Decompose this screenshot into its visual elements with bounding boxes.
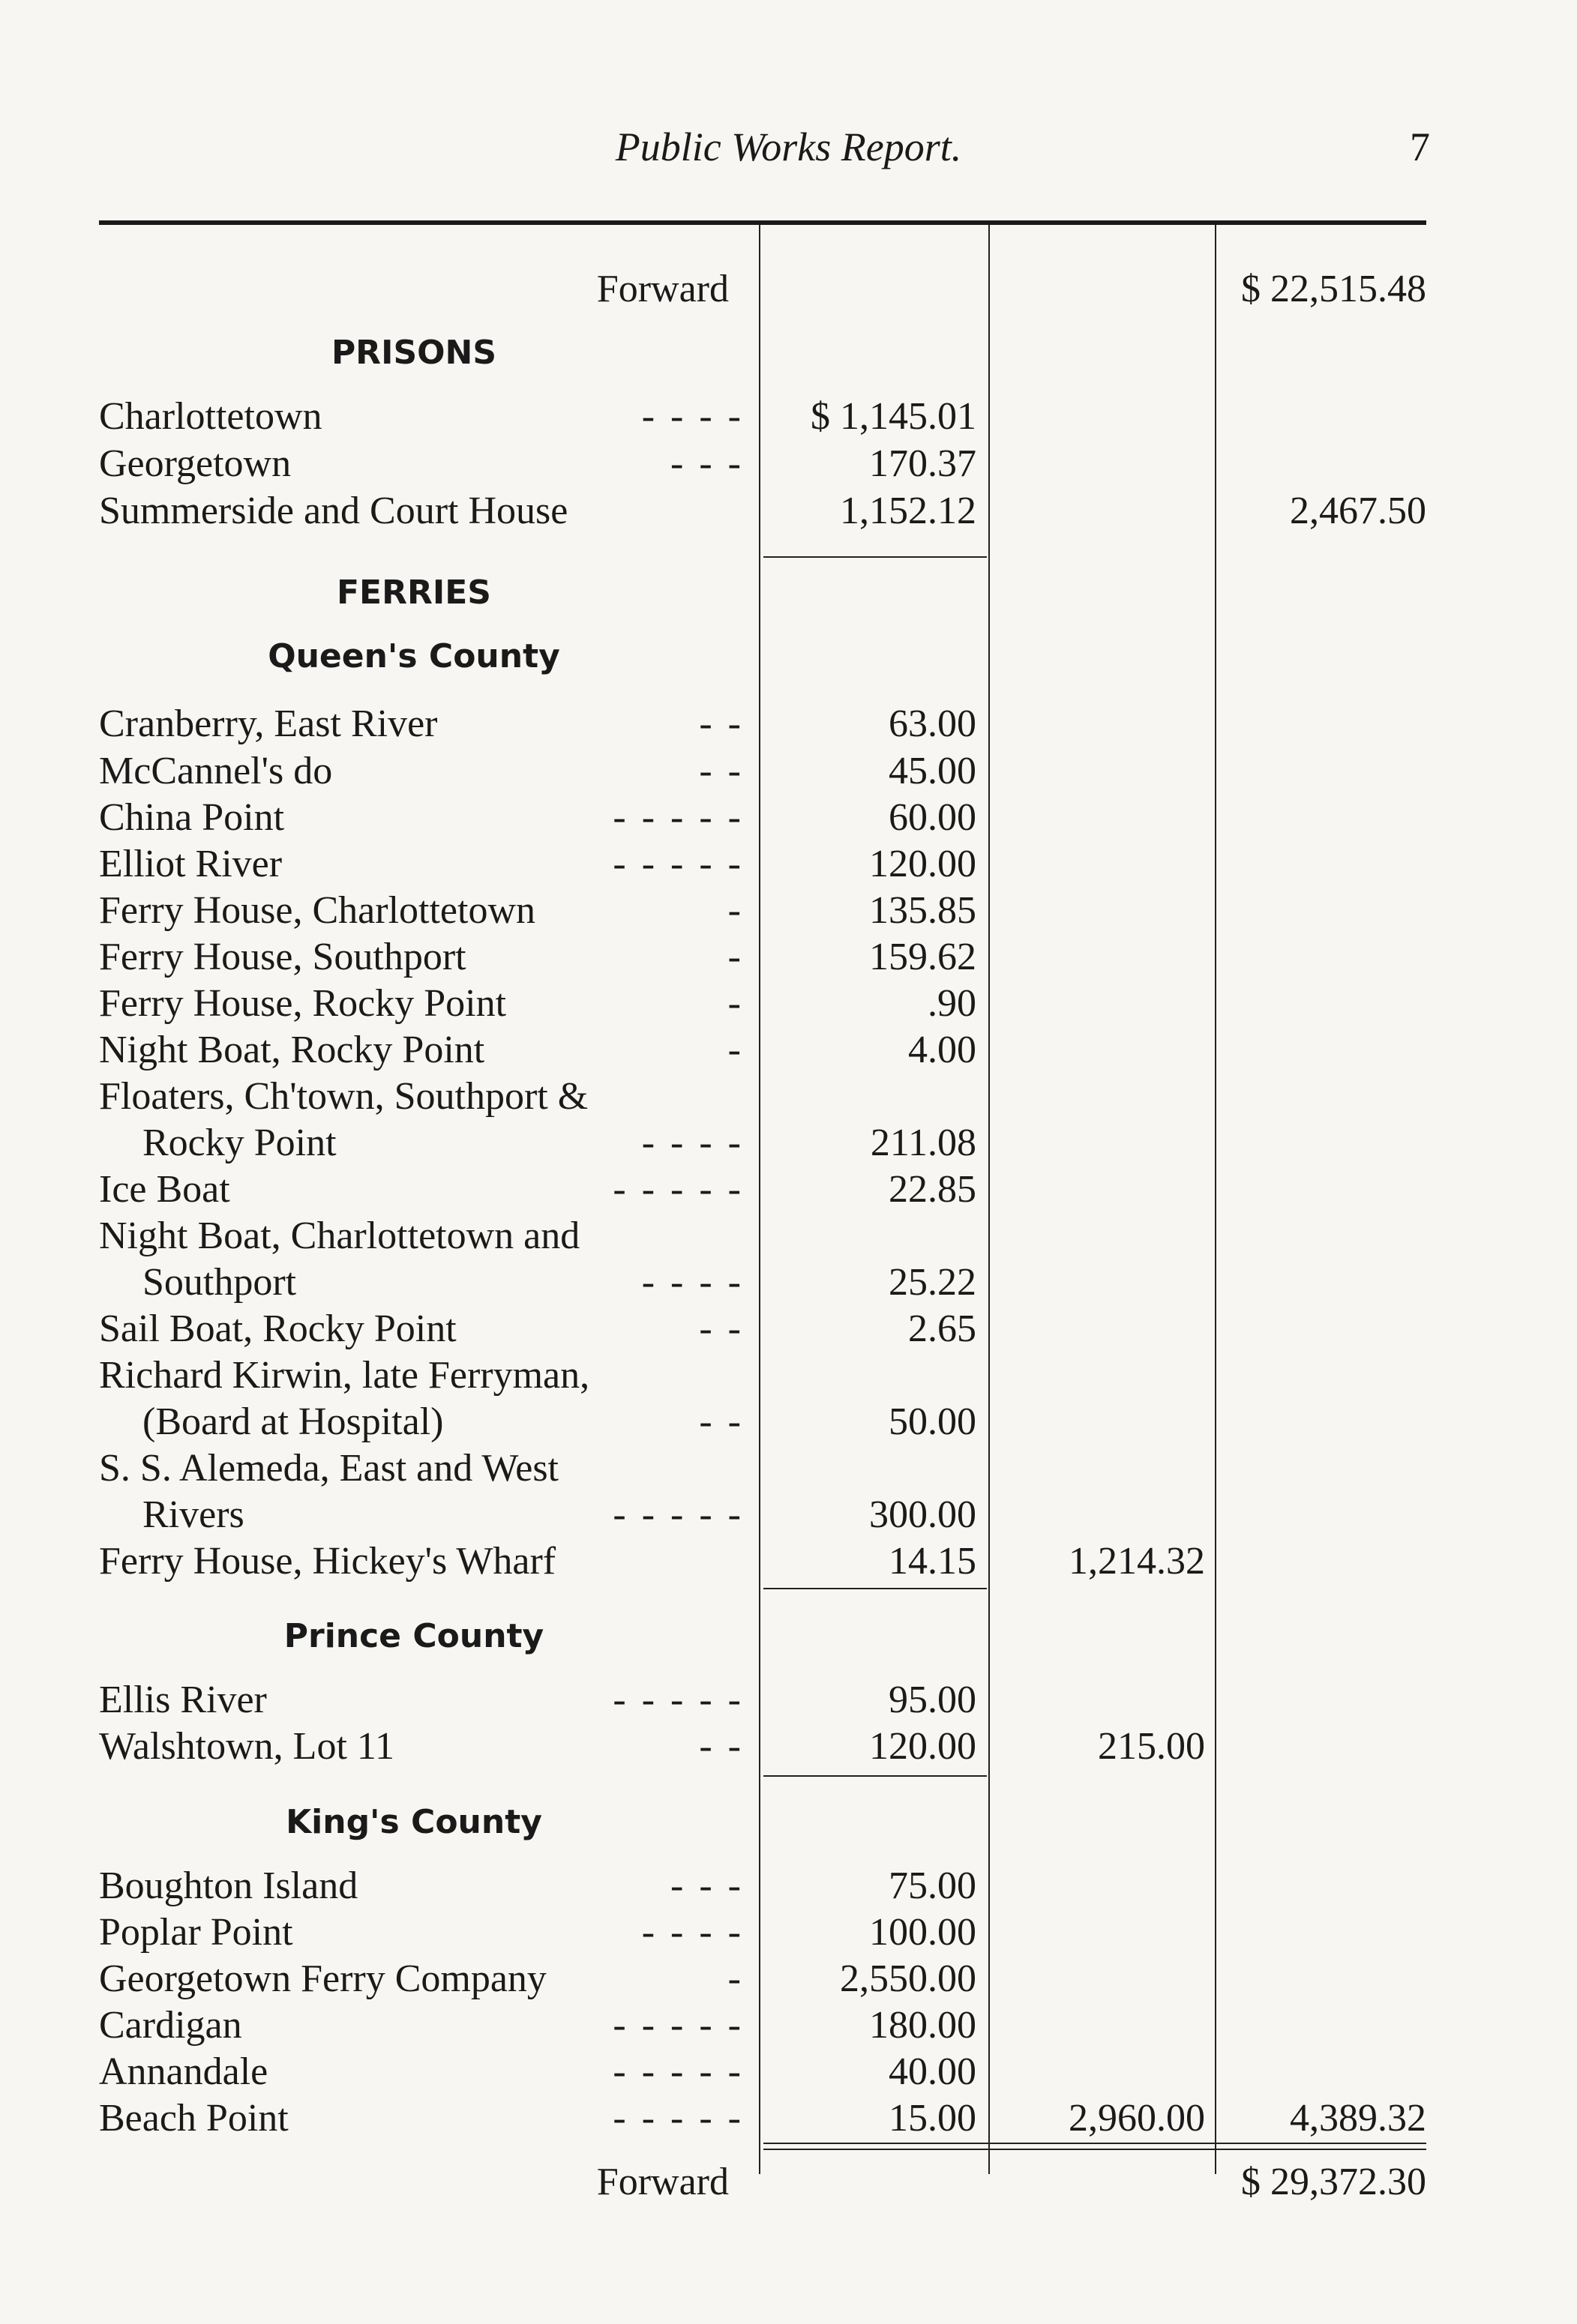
kings-amount: 75.00 [889, 1864, 976, 1907]
row-label [99, 1027, 744, 1074]
forward-top-row [0, 266, 1577, 313]
queens-county-heading: Queen's County [268, 637, 560, 675]
row-label [99, 1538, 744, 1585]
row-label-text: S. S. Alemeda, East and West [99, 1447, 559, 1490]
prisons-amount: 170.37 [869, 442, 976, 485]
kings-amount: 15.00 [889, 2097, 976, 2140]
row-label-text: Sail Boat, Rocky Point [99, 1307, 457, 1350]
row-label [99, 1445, 744, 1492]
row-label [99, 394, 744, 440]
row-label-text: Walshtown, Lot 11 [99, 1725, 394, 1768]
queens-amount: 300.00 [869, 1493, 976, 1536]
queens-row [0, 1166, 1577, 1213]
dot-leader: - - [699, 1307, 744, 1350]
kings-row [0, 2095, 1577, 2142]
dot-leader: - - - - - [613, 843, 744, 885]
row-label [99, 2095, 744, 2142]
row-label-text: Ellis River [99, 1679, 267, 1721]
forward-bottom-row [0, 2159, 1577, 2206]
row-label [99, 841, 744, 888]
queens-row [0, 1399, 1577, 1445]
row-label [99, 1213, 744, 1259]
page-number: 7 [1410, 124, 1430, 169]
queens-row [0, 1259, 1577, 1306]
queens-amount: 63.00 [889, 702, 976, 745]
kings-row [0, 1956, 1577, 2002]
row-label [99, 934, 744, 981]
row-label-text: Night Boat, Rocky Point [99, 1029, 485, 1071]
row-label [99, 1677, 744, 1724]
row-label-text: Cardigan [99, 2004, 242, 2047]
prisons-heading: PRISONS [331, 334, 497, 372]
dot-leader: - - - - [641, 1261, 744, 1304]
dot-leader: - - - - [641, 395, 744, 438]
queens-row [0, 1352, 1577, 1399]
row-label-text: Ferry House, Southport [99, 936, 466, 978]
row-label-text: Forward [596, 2161, 729, 2203]
queens-row [0, 888, 1577, 934]
prisons-row [0, 441, 1577, 487]
prince-rule [763, 1775, 987, 1777]
row-label [99, 1352, 744, 1399]
row-label-text: China Point [99, 796, 285, 839]
row-label [99, 488, 744, 535]
row-label [99, 2049, 744, 2095]
kings-amount: 100.00 [869, 1911, 976, 1954]
kings-amount: 2,550.00 [840, 1957, 976, 2000]
prisons-row [0, 488, 1577, 535]
prince-subtotal: 215.00 [1098, 1725, 1205, 1768]
prince-amount: 95.00 [889, 1679, 976, 1721]
queens-rule [763, 1588, 987, 1589]
row-label [99, 1074, 744, 1120]
prisons-rule [763, 556, 987, 558]
queens-row [0, 748, 1577, 795]
queens-amount: .90 [928, 982, 976, 1025]
forward-bottom-total: $ 29,372.30 [1241, 2161, 1426, 2203]
kings-row [0, 1863, 1577, 1909]
ferries-heading: FERRIES [337, 574, 491, 612]
row-label [142, 1399, 744, 1445]
dot-leader: - [727, 936, 744, 978]
dot-leader: - - - - - [613, 2004, 744, 2047]
row-label-text: Night Boat, Charlottetown and [99, 1214, 580, 1257]
queens-amount: 60.00 [889, 796, 976, 839]
row-label-text: Boughton Island [99, 1864, 358, 1907]
dot-leader: - - - [670, 442, 744, 485]
queens-amount: 2.65 [908, 1307, 976, 1350]
row-label [99, 1956, 744, 2002]
queens-amount: 135.85 [869, 889, 976, 932]
row-label [99, 441, 744, 487]
queens-row [0, 701, 1577, 747]
row-label-text: (Board at Hospital) [142, 1400, 444, 1443]
queens-row [0, 1492, 1577, 1538]
dot-leader: - - - - - [613, 1679, 744, 1721]
kings-amount: 40.00 [889, 2050, 976, 2093]
queens-amount: 22.85 [889, 1168, 976, 1211]
row-label-text: Poplar Point [99, 1911, 293, 1954]
row-label-text: Cranberry, East River [99, 702, 438, 745]
queens-row [0, 795, 1577, 841]
page-header-title: Public Works Report. [615, 124, 962, 169]
queens-amount: 50.00 [889, 1400, 976, 1443]
row-label [99, 1863, 744, 1909]
queens-amount: 120.00 [869, 843, 976, 885]
prince-row [0, 1677, 1577, 1724]
row-label [99, 266, 729, 313]
row-label-text: Southport [142, 1261, 297, 1304]
row-label-text: Elliot River [99, 843, 283, 885]
row-label-text: Ferry House, Rocky Point [99, 982, 507, 1025]
prince-row [0, 1724, 1577, 1770]
dot-leader: - [727, 1957, 744, 2000]
dot-leader: - [727, 889, 744, 932]
row-label [142, 1120, 744, 1166]
prisons-amount: 1,152.12 [840, 490, 976, 532]
kings-row [0, 2002, 1577, 2049]
kings-county-heading: King's County [286, 1803, 542, 1841]
dot-leader: - - [699, 1725, 744, 1768]
row-label-text: Richard Kirwin, late Ferryman, [99, 1354, 590, 1397]
queens-row [0, 1538, 1577, 1585]
queens-amount: 4.00 [908, 1029, 976, 1071]
row-label-text: McCannel's do [99, 750, 333, 792]
dot-leader: - - - - [641, 1911, 744, 1954]
row-label [99, 981, 744, 1027]
queens-row [0, 841, 1577, 888]
row-label-text: Rocky Point [142, 1122, 337, 1164]
dot-leader: - - [699, 750, 744, 792]
row-label-text: Georgetown Ferry Company [99, 1957, 547, 2000]
kings-row [0, 1909, 1577, 1956]
row-label-text: Beach Point [99, 2097, 289, 2140]
row-label-text: Ferry House, Hickey's Wharf [99, 1540, 556, 1583]
row-label-text: Forward [596, 268, 729, 310]
row-label-text: Ferry House, Charlottetown [99, 889, 536, 932]
dot-leader: - - - - - [613, 1493, 744, 1536]
row-label-text: Floaters, Ch'town, Southport & [99, 1075, 589, 1118]
dot-leader: - - - - - [613, 2050, 744, 2093]
row-label [99, 795, 744, 841]
row-label [99, 888, 744, 934]
row-label [99, 701, 744, 747]
queens-row [0, 1074, 1577, 1120]
prisons-amount: $ 1,145.01 [811, 395, 976, 438]
row-label-text: Annandale [99, 2050, 268, 2093]
row-label [99, 1166, 744, 1213]
dot-leader: - - - - [641, 1122, 744, 1164]
queens-row [0, 1306, 1577, 1352]
queens-amount: 14.15 [889, 1540, 976, 1583]
row-label [99, 2159, 729, 2206]
top-rule [99, 220, 1426, 225]
queens-row [0, 1120, 1577, 1166]
forward-top-total: $ 22,515.48 [1241, 268, 1426, 310]
dot-leader: - - [699, 702, 744, 745]
row-label [99, 1306, 744, 1352]
row-label-text: Rivers [142, 1493, 244, 1536]
dot-leader: - - - - - [613, 1168, 744, 1211]
kings-rule [763, 2143, 1426, 2144]
prince-amount: 120.00 [869, 1725, 976, 1768]
queens-row [0, 1445, 1577, 1492]
ferries-total: 4,389.32 [1290, 2097, 1426, 2140]
dot-leader: - - - [670, 1864, 744, 1907]
dot-leader: - [727, 1029, 744, 1071]
row-label [142, 1259, 744, 1306]
kings-row [0, 2049, 1577, 2095]
dot-leader: - - - - - [613, 2097, 744, 2140]
row-label-text: Georgetown [99, 442, 292, 485]
queens-amount: 159.62 [869, 936, 976, 978]
queens-amount: 25.22 [889, 1261, 976, 1304]
queens-subtotal: 1,214.32 [1069, 1540, 1205, 1583]
row-label-text: Summerside and Court House [99, 490, 568, 532]
prisons-total: 2,467.50 [1290, 490, 1426, 532]
row-label-text: Ice Boat [99, 1168, 230, 1211]
kings-subtotal: 2,960.00 [1069, 2097, 1205, 2140]
kings-amount: 180.00 [869, 2004, 976, 2047]
queens-row [0, 1213, 1577, 1259]
row-label [99, 1909, 744, 1956]
row-label [99, 748, 744, 795]
queens-row [0, 1027, 1577, 1074]
queens-row [0, 934, 1577, 981]
row-label [99, 2002, 744, 2049]
queens-amount: 211.08 [870, 1122, 976, 1164]
row-label [142, 1492, 744, 1538]
dot-leader: - - [699, 1400, 744, 1443]
dot-leader: - - - - - [613, 796, 744, 839]
queens-amount: 45.00 [889, 750, 976, 792]
dot-leader: - [727, 982, 744, 1025]
row-label-text: Charlottetown [99, 395, 322, 438]
kings-rule-2 [763, 2149, 1426, 2150]
prisons-row [0, 394, 1577, 440]
row-label [99, 1724, 744, 1770]
queens-row [0, 981, 1577, 1027]
prince-county-heading: Prince County [283, 1617, 544, 1655]
